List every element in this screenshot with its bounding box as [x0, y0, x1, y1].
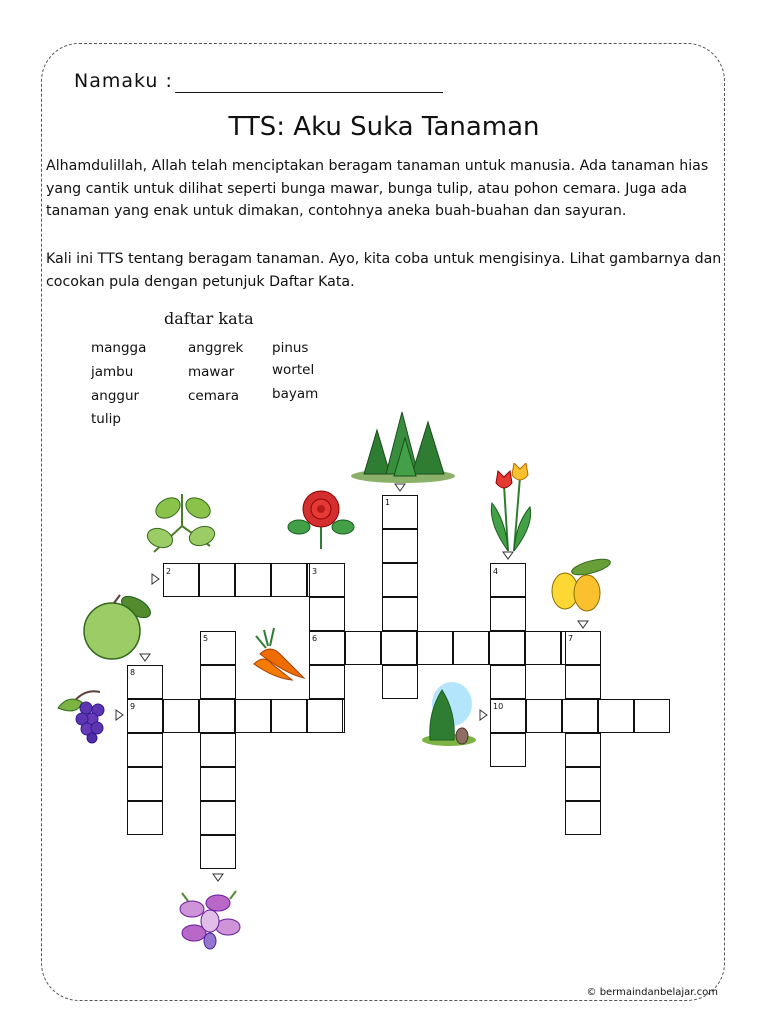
cypress-tree-picture — [420, 682, 478, 746]
crossword-cell[interactable] — [562, 699, 598, 733]
crossword-cell[interactable] — [200, 733, 236, 767]
clue-number: 7 — [568, 634, 574, 643]
crossword-cell[interactable] — [309, 597, 345, 631]
clue-number: 3 — [312, 567, 318, 576]
crossword-cell[interactable] — [634, 699, 670, 733]
down-arrow-icon — [502, 550, 514, 562]
crossword-cell[interactable] — [565, 801, 601, 835]
copyright-footer: © bermaindanbelajar.com — [586, 987, 718, 998]
crossword-cell[interactable] — [200, 665, 236, 699]
crossword-cell[interactable] — [490, 597, 526, 631]
orchid-picture — [172, 885, 248, 953]
down-arrow-icon — [212, 872, 224, 884]
page-title: TTS: Aku Suka Tanaman — [228, 112, 540, 142]
crossword-cell[interactable] — [271, 699, 307, 733]
clue-number: 10 — [493, 702, 504, 711]
crossword-cell[interactable] — [382, 597, 418, 631]
word-item: mangga — [91, 340, 147, 356]
word-list-title: daftar kata — [164, 309, 254, 328]
clue-number: 4 — [493, 567, 499, 576]
crossword-cell[interactable] — [565, 767, 601, 801]
clue-number: 8 — [130, 668, 136, 677]
word-item: tulip — [91, 411, 121, 427]
clue-number: 5 — [203, 634, 209, 643]
down-arrow-icon — [577, 619, 589, 631]
word-item: bayam — [272, 386, 319, 402]
crossword-cell[interactable] — [235, 563, 271, 597]
crossword-cell[interactable] — [200, 801, 236, 835]
down-arrow-icon — [394, 482, 406, 494]
clue-number: 1 — [385, 498, 391, 507]
crossword-cell[interactable] — [382, 563, 418, 597]
word-item: mawar — [188, 364, 235, 380]
crossword-cell[interactable] — [381, 631, 417, 665]
clue-number: 9 — [130, 702, 136, 711]
crossword-cell[interactable] — [525, 631, 561, 665]
rose-picture — [285, 485, 357, 551]
clue-number: 6 — [312, 634, 318, 643]
instruction-paragraph: Kali ini TTS tentang beragam tanaman. Ayo, kita coba untuk mengisinya. Lihat gambarnya dan cocokan pula dengan petunjuk Daftar Kata. — [46, 251, 722, 290]
crossword-cell[interactable] — [382, 529, 418, 563]
spinach-picture — [144, 486, 220, 558]
crossword-cell[interactable] — [307, 699, 343, 733]
crossword-cell[interactable] — [490, 665, 526, 699]
crossword-cell[interactable] — [163, 699, 199, 733]
word-item: wortel — [272, 362, 315, 378]
crossword-cell[interactable] — [565, 733, 601, 767]
clue-number: 2 — [166, 567, 172, 576]
crossword-cell[interactable] — [309, 665, 345, 699]
tulip-picture — [486, 463, 536, 553]
name-label: Namaku : — [74, 70, 173, 92]
crossword-cell[interactable] — [235, 699, 271, 733]
pine-trees-picture — [350, 408, 456, 483]
word-item: pinus — [272, 340, 309, 356]
crossword-cell[interactable] — [200, 835, 236, 869]
crossword-cell[interactable] — [598, 699, 634, 733]
crossword-cell[interactable] — [200, 767, 236, 801]
right-arrow-icon — [114, 709, 126, 721]
crossword-cell[interactable] — [417, 631, 453, 665]
crossword-cell[interactable] — [127, 801, 163, 835]
crossword-cell[interactable] — [526, 699, 562, 733]
crossword-cell[interactable] — [199, 699, 235, 733]
word-item: anggur — [91, 388, 140, 404]
word-item: anggrek — [188, 340, 244, 356]
mango-picture — [545, 555, 613, 617]
crossword-cell[interactable] — [127, 767, 163, 801]
crossword-cell[interactable] — [271, 563, 307, 597]
carrot-picture — [246, 624, 308, 682]
grape-picture — [54, 686, 120, 744]
right-arrow-icon — [478, 709, 490, 721]
crossword-cell[interactable] — [345, 631, 381, 665]
intro-paragraph: Alhamdulillah, Allah telah menciptakan beragam tanaman untuk manusia. Ada tanaman hias yang cantik untuk dilihat seperti bunga mawar, bunga tulip, atau pohon cemara. Juga ada tanaman yang enak untuk dimakan, contohnya aneka buah-buahan dan sayuran. — [46, 158, 709, 220]
right-arrow-icon — [150, 573, 162, 585]
name-input-line[interactable] — [175, 92, 443, 93]
crossword-cell[interactable] — [489, 631, 525, 665]
down-arrow-icon — [139, 652, 151, 664]
crossword-cell[interactable] — [199, 563, 235, 597]
crossword-cell[interactable] — [565, 665, 601, 699]
crossword-cell[interactable] — [127, 733, 163, 767]
word-item: jambu — [91, 364, 134, 380]
word-item: cemara — [188, 388, 239, 404]
crossword-cell[interactable] — [382, 665, 418, 699]
crossword-cell[interactable] — [490, 733, 526, 767]
crossword-cell[interactable] — [453, 631, 489, 665]
